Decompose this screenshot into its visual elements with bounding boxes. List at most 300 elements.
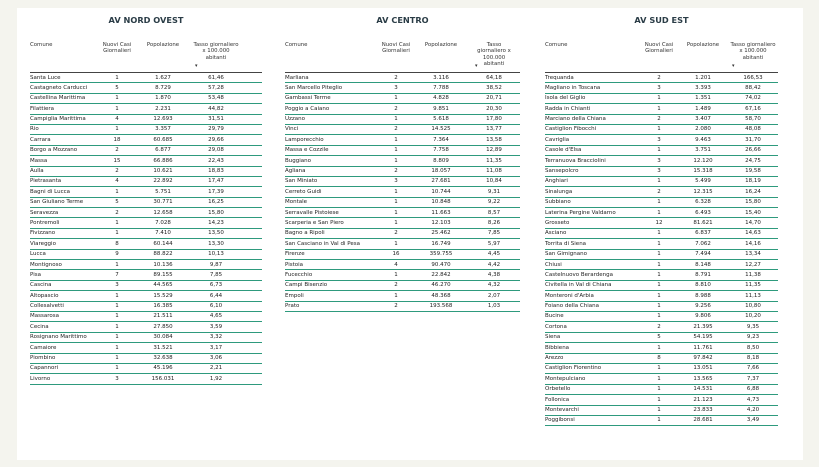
cell-popolazione: 3.751	[695, 147, 711, 154]
cell-nuovi-casi: 1	[657, 375, 661, 382]
table-row	[285, 177, 520, 187]
cell-popolazione: 46.270	[431, 282, 451, 289]
cell-popolazione: 12.658	[153, 209, 173, 216]
table-row	[285, 260, 520, 270]
cell-comune: Cascina	[30, 282, 52, 289]
cell-tasso: 14,63	[745, 230, 761, 237]
cell-popolazione: 81.621	[693, 219, 713, 226]
cell-tasso: 3,49	[746, 417, 760, 424]
table-row	[545, 187, 778, 197]
cell-nuovi-casi: 1	[657, 365, 661, 372]
table-row	[285, 281, 520, 291]
table-row	[545, 364, 778, 374]
cell-comune: Sansepolcro	[545, 168, 579, 175]
header-popolazione[interactable]: Popolazione	[686, 42, 720, 48]
table-row	[285, 291, 520, 301]
cell-nuovi-casi: 1	[394, 209, 398, 216]
cell-comune: Scarperia e San Piero	[285, 219, 344, 226]
cell-tasso: 24,75	[745, 157, 761, 164]
cell-tasso: 74,02	[745, 95, 761, 102]
cell-nuovi-casi: 8	[657, 355, 661, 362]
table-row	[30, 281, 262, 291]
cell-tasso: 57,28	[208, 84, 224, 91]
cell-nuovi-casi: 15	[113, 157, 121, 164]
cell-nuovi-casi: 1	[115, 219, 119, 226]
cell-comune: Poggibonsi	[545, 417, 575, 424]
cell-nuovi-casi: 2	[657, 116, 661, 123]
cell-tasso: 6,73	[209, 282, 223, 289]
table-row	[30, 302, 262, 312]
cell-comune: Foiano della Chiana	[545, 303, 599, 310]
cell-nuovi-casi: 3	[115, 375, 119, 382]
cell-comune: Laterina Pergine Valdarno	[545, 209, 616, 216]
cell-tasso: 11,13	[745, 292, 761, 299]
cell-tasso: 10,20	[745, 313, 761, 320]
header-tasso[interactable]: Tasso giornaliero x 100.000 abitanti	[193, 42, 239, 61]
cell-popolazione: 25.462	[431, 230, 451, 237]
header-tasso[interactable]: Tasso giornaliero x 100.000 abitanti	[477, 42, 511, 68]
table-row	[285, 83, 520, 93]
table-row	[30, 135, 262, 145]
cell-popolazione: 7.494	[695, 251, 711, 258]
header-comune[interactable]: Comune	[30, 42, 53, 48]
table-row	[545, 229, 778, 239]
cell-comune: Cecina	[30, 323, 49, 330]
cell-popolazione: 97.842	[693, 355, 713, 362]
cell-tasso: 7,37	[746, 375, 760, 382]
cell-comune: San Gimignano	[545, 251, 587, 258]
cell-tasso: 13,77	[486, 126, 502, 133]
cell-comune: Sinalunga	[545, 188, 573, 195]
table-row	[30, 270, 262, 280]
cell-tasso: 8,50	[746, 344, 760, 351]
table-row	[30, 218, 262, 228]
cell-tasso: 7,85	[209, 271, 223, 278]
cell-tasso: 58,70	[745, 116, 761, 123]
cell-nuovi-casi: 1	[115, 355, 119, 362]
cell-popolazione: 22.842	[431, 271, 451, 278]
cell-popolazione: 11.663	[431, 209, 451, 216]
cell-tasso: 6,10	[209, 303, 223, 310]
cell-nuovi-casi: 1	[657, 251, 661, 258]
cell-tasso: 10,13	[208, 251, 224, 258]
cell-tasso: 20,30	[486, 105, 502, 112]
cell-nuovi-casi: 2	[394, 74, 398, 81]
cell-popolazione: 7.364	[433, 136, 449, 143]
page	[17, 8, 803, 460]
table-row	[545, 322, 778, 332]
cell-nuovi-casi: 2	[394, 105, 398, 112]
table-row	[30, 83, 262, 93]
sort-desc-icon[interactable]: ▾	[475, 63, 478, 69]
cell-comune: Anghiari	[545, 178, 568, 185]
cell-tasso: 38,52	[486, 84, 502, 91]
cell-nuovi-casi: 1	[115, 334, 119, 341]
cell-comune: Lucca	[30, 251, 46, 258]
cell-comune: Grosseto	[545, 219, 570, 226]
cell-nuovi-casi: 1	[394, 271, 398, 278]
cell-comune: Poggio a Caiano	[285, 105, 330, 112]
cell-comune: Marciano della Chiana	[545, 116, 606, 123]
cell-comune: Orbetello	[545, 386, 571, 393]
cell-popolazione: 13.565	[693, 375, 713, 382]
cell-popolazione: 60.144	[153, 240, 173, 247]
cell-popolazione: 89.155	[153, 271, 173, 278]
cell-nuovi-casi: 1	[394, 157, 398, 164]
table-row	[285, 218, 520, 228]
cell-nuovi-casi: 2	[657, 323, 661, 330]
table-row	[30, 156, 262, 166]
cell-nuovi-casi: 1	[657, 396, 661, 403]
cell-nuovi-casi: 1	[394, 95, 398, 102]
cell-popolazione: 30.771	[153, 199, 173, 206]
cell-popolazione: 1.201	[695, 74, 711, 81]
cell-comune: Montevarchi	[545, 407, 579, 413]
cell-comune: Borgo a Mozzano	[30, 147, 78, 154]
cell-popolazione: 8.809	[433, 157, 449, 164]
cell-nuovi-casi: 1	[115, 74, 119, 81]
cell-nuovi-casi: 1	[394, 147, 398, 154]
header-comune[interactable]: Comune	[285, 42, 308, 48]
cell-comune: Cortona	[545, 323, 567, 330]
cell-popolazione: 7.758	[433, 147, 449, 154]
cell-nuovi-casi: 2	[394, 282, 398, 289]
table-row	[545, 167, 778, 177]
cell-popolazione: 10.136	[153, 261, 173, 268]
cell-tasso: 3,32	[209, 334, 223, 341]
cell-popolazione: 22.892	[153, 178, 173, 185]
cell-comune: Castelnuovo Berardenga	[545, 271, 614, 278]
cell-comune: Pietrasanta	[30, 178, 62, 185]
cell-tasso: 14,23	[208, 219, 224, 226]
cell-comune: Montale	[285, 199, 308, 206]
table-row	[30, 104, 262, 114]
cell-popolazione: 359.755	[429, 251, 453, 258]
table-row	[30, 146, 262, 156]
table-row	[30, 343, 262, 353]
cell-popolazione: 1.627	[155, 74, 171, 81]
cell-tasso: 29,79	[208, 126, 224, 133]
cell-comune: Asciano	[545, 230, 567, 237]
cell-comune: Magliano in Toscana	[545, 84, 601, 91]
cell-nuovi-casi: 2	[394, 126, 398, 133]
cell-comune: San Casciano in Val di Pesa	[285, 240, 360, 247]
table-row	[545, 104, 778, 114]
table-row	[30, 73, 262, 83]
table-row	[30, 125, 262, 135]
cell-nuovi-casi: 1	[657, 344, 661, 351]
cell-tasso: 1,92	[209, 375, 223, 382]
cell-tasso: 3,59	[209, 323, 223, 330]
cell-comune: Trequanda	[545, 74, 574, 81]
cell-comune: Camaiore	[30, 344, 57, 351]
cell-nuovi-casi: 8	[115, 240, 119, 247]
cell-tasso: 8,18	[746, 355, 760, 362]
table-row	[545, 177, 778, 187]
cell-tasso: 13,34	[745, 251, 761, 258]
cell-popolazione: 30.084	[153, 334, 173, 341]
cell-tasso: 9,87	[209, 261, 223, 268]
cell-tasso: 4,20	[746, 407, 760, 413]
cell-tasso: 16,24	[745, 188, 761, 195]
cell-comune: San Miniato	[285, 178, 318, 185]
cell-popolazione: 5.618	[433, 116, 449, 123]
cell-nuovi-casi: 18	[113, 136, 121, 143]
panel-av-nord-ovest	[30, 8, 262, 385]
cell-tasso: 53,48	[208, 95, 224, 102]
cell-nuovi-casi: 1	[657, 386, 661, 393]
table-row	[285, 302, 520, 312]
table-row	[545, 312, 778, 322]
cell-comune: Marliana	[285, 74, 309, 81]
cell-nuovi-casi: 4	[115, 116, 119, 123]
cell-popolazione: 60.685	[153, 136, 173, 143]
cell-nuovi-casi: 1	[657, 105, 661, 112]
sort-desc-icon[interactable]: ▾	[195, 63, 198, 69]
cell-nuovi-casi: 1	[394, 136, 398, 143]
cell-comune: Castellina Marittima	[30, 95, 86, 102]
header-comune[interactable]: Comune	[545, 42, 568, 48]
cell-tasso: 11,08	[486, 168, 502, 175]
cell-nuovi-casi: 12	[655, 219, 663, 226]
table-row	[30, 208, 262, 218]
cell-nuovi-casi: 1	[115, 261, 119, 268]
cell-tasso: 26,66	[745, 147, 761, 154]
cell-comune: Civitella in Val di Chiana	[545, 282, 612, 289]
cell-nuovi-casi: 3	[394, 84, 398, 91]
cell-popolazione: 7.410	[155, 230, 171, 237]
table-row	[285, 135, 520, 145]
cell-comune: Massarosa	[30, 313, 59, 320]
cell-popolazione: 21.395	[693, 323, 713, 330]
cell-nuovi-casi: 3	[394, 178, 398, 185]
cell-comune: Capannori	[30, 365, 59, 372]
cell-popolazione: 88.822	[153, 251, 173, 258]
cell-comune: Castiglion Fibocchi	[545, 126, 597, 133]
cell-tasso: 7,85	[487, 230, 501, 237]
table-row	[285, 146, 520, 156]
cell-comune: Torrita di Siena	[545, 240, 587, 247]
cell-comune: Carrara	[30, 136, 51, 143]
cell-popolazione: 12.315	[693, 188, 713, 195]
cell-tasso: 10,84	[486, 178, 502, 185]
cell-nuovi-casi: 1	[115, 323, 119, 330]
sort-desc-icon[interactable]: ▾	[732, 63, 735, 69]
table-row	[30, 354, 262, 364]
cell-popolazione: 8.148	[695, 261, 711, 268]
cell-tasso: 13,50	[208, 230, 224, 237]
cell-tasso: 1,03	[487, 303, 501, 310]
cell-nuovi-casi: 1	[115, 292, 119, 299]
cell-comune: Fucecchio	[285, 271, 313, 278]
cell-nuovi-casi: 3	[657, 157, 661, 164]
cell-popolazione: 156.031	[151, 375, 175, 382]
cell-tasso: 6,88	[746, 386, 760, 393]
cell-nuovi-casi: 1	[657, 282, 661, 289]
cell-nuovi-casi: 3	[657, 84, 661, 91]
cell-popolazione: 6.493	[695, 209, 711, 216]
table-row	[545, 239, 778, 249]
cell-nuovi-casi: 2	[394, 230, 398, 237]
table-row	[285, 250, 520, 260]
cell-popolazione: 2.080	[695, 126, 711, 133]
header-popolazione[interactable]: Popolazione	[146, 42, 180, 48]
cell-popolazione: 3.357	[155, 126, 171, 133]
table-row	[30, 239, 262, 249]
cell-popolazione: 12.120	[693, 157, 713, 164]
cell-comune: Montignoso	[30, 261, 62, 268]
cell-popolazione: 9.806	[695, 313, 711, 320]
cell-popolazione: 6.837	[695, 230, 711, 237]
cell-comune: Terranuova Bracciolini	[545, 157, 606, 164]
cell-nuovi-casi: 4	[115, 178, 119, 185]
table-row	[545, 73, 778, 83]
table-row	[545, 281, 778, 291]
cell-popolazione: 9.463	[695, 136, 711, 143]
cell-tasso: 8,57	[487, 209, 501, 216]
table-row	[285, 156, 520, 166]
cell-tasso: 17,80	[486, 116, 502, 123]
cell-nuovi-casi: 1	[657, 126, 661, 133]
cell-tasso: 4,45	[487, 251, 501, 258]
cell-nuovi-casi: 1	[115, 313, 119, 320]
table-row	[30, 374, 262, 384]
cell-popolazione: 14.525	[431, 126, 451, 133]
header-nuovi-casi[interactable]: Nuovi Casi Giornalieri	[102, 42, 132, 55]
cell-tasso: 18,19	[745, 178, 761, 185]
panel-title: AV NORD OVEST	[108, 15, 184, 25]
cell-comune: Massa	[30, 157, 48, 164]
table-row	[285, 187, 520, 197]
table-row	[30, 94, 262, 104]
cell-comune: Massa e Cozzile	[285, 147, 329, 154]
cell-tasso: 15,80	[745, 199, 761, 206]
cell-comune: Livorno	[30, 375, 51, 382]
cell-tasso: 31,51	[208, 116, 224, 123]
cell-popolazione: 10.621	[153, 168, 173, 175]
cell-nuovi-casi: 3	[657, 168, 661, 175]
cell-popolazione: 5.751	[155, 188, 171, 195]
table-row	[285, 239, 520, 249]
header-tasso[interactable]: Tasso giornaliero x 100.000 abitanti	[730, 42, 776, 61]
header-nuovi-casi[interactable]: Nuovi Casi Giornalieri	[381, 42, 411, 55]
cell-tasso: 16,25	[208, 199, 224, 206]
cell-comune: Uzzano	[285, 116, 306, 123]
cell-comune: Rio	[30, 126, 39, 133]
cell-popolazione: 48.368	[431, 292, 451, 299]
cell-popolazione: 54.195	[693, 334, 713, 341]
cell-tasso: 10,80	[745, 303, 761, 310]
cell-comune: Castiglion Fiorentino	[545, 365, 602, 372]
cell-popolazione: 1.870	[155, 95, 171, 102]
cell-comune: Altopascio	[30, 292, 59, 299]
cell-comune: Collesalvetti	[30, 303, 64, 310]
cell-comune: Bucine	[545, 313, 564, 320]
cell-nuovi-casi: 5	[657, 334, 661, 341]
cell-popolazione: 23.833	[693, 407, 713, 413]
cell-nuovi-casi: 9	[115, 251, 119, 258]
cell-popolazione: 6.328	[695, 199, 711, 206]
cell-tasso: 7,66	[746, 365, 760, 372]
table-row	[30, 177, 262, 187]
cell-comune: Buggiano	[285, 157, 311, 164]
cell-popolazione: 3.407	[695, 116, 711, 123]
cell-popolazione: 31.521	[153, 344, 173, 351]
table-header	[285, 30, 520, 72]
cell-tasso: 29,66	[208, 136, 224, 143]
cell-popolazione: 9.851	[433, 105, 449, 112]
cell-nuovi-casi: 1	[394, 240, 398, 247]
cell-popolazione: 193.568	[429, 303, 453, 310]
table-row	[545, 395, 778, 405]
cell-tasso: 2,21	[209, 365, 223, 372]
table-row	[545, 374, 778, 384]
cell-tasso: 4,42	[487, 261, 501, 268]
cell-tasso: 4,38	[487, 271, 501, 278]
cell-popolazione: 15.529	[153, 292, 173, 299]
cell-tasso: 44,82	[208, 105, 224, 112]
cell-popolazione: 7.028	[155, 219, 171, 226]
table-row	[545, 83, 778, 93]
cell-comune: Filattiera	[30, 105, 55, 112]
cell-nuovi-casi: 1	[394, 199, 398, 206]
cell-nuovi-casi: 3	[657, 136, 661, 143]
cell-popolazione: 3.393	[695, 84, 711, 91]
table-row	[545, 146, 778, 156]
cell-comune: Pisa	[30, 271, 41, 278]
cell-nuovi-casi: 3	[115, 282, 119, 289]
cell-popolazione: 45.196	[153, 365, 173, 372]
cell-popolazione: 66.886	[153, 157, 173, 164]
cell-popolazione: 16.385	[153, 303, 173, 310]
cell-comune: Cerreto Guidi	[285, 188, 322, 195]
header-nuovi-casi[interactable]: Nuovi Casi Giornalieri	[644, 42, 674, 55]
cell-popolazione: 3.116	[433, 74, 449, 81]
cell-tasso: 3,17	[209, 344, 223, 351]
table-row	[30, 250, 262, 260]
cell-tasso: 19,58	[745, 168, 761, 175]
cell-tasso: 4,32	[487, 282, 501, 289]
cell-nuovi-casi: 2	[115, 147, 119, 154]
cell-tasso: 15,80	[208, 209, 224, 216]
cell-comune: Follonica	[545, 396, 570, 403]
cell-comune: Serravalle Pistoiese	[285, 209, 339, 216]
panel-title: AV SUD EST	[634, 15, 689, 25]
cell-comune: Aulla	[30, 168, 44, 175]
cell-popolazione: 18.057	[431, 168, 451, 175]
cell-comune: Bagni di Lucca	[30, 188, 71, 195]
cell-tasso: 4,73	[746, 396, 760, 403]
cell-popolazione: 16.749	[431, 240, 451, 247]
header-popolazione[interactable]: Popolazione	[424, 42, 458, 48]
cell-popolazione: 7.788	[433, 84, 449, 91]
cell-popolazione: 27.681	[431, 178, 451, 185]
panel-av-sud-est	[545, 8, 778, 426]
cell-tasso: 88,42	[745, 84, 761, 91]
cell-popolazione: 27.850	[153, 323, 173, 330]
cell-popolazione: 21.511	[153, 313, 173, 320]
cell-tasso: 9,23	[746, 334, 760, 341]
panel-title: AV CENTRO	[376, 15, 429, 25]
cell-tasso: 14,70	[745, 219, 761, 226]
cell-nuovi-casi: 2	[657, 188, 661, 195]
cell-tasso: 64,18	[486, 74, 502, 81]
cell-comune: Isola del Giglio	[545, 95, 586, 102]
cell-comune: Prato	[285, 303, 300, 310]
table-row	[545, 333, 778, 343]
cell-nuovi-casi: 2	[394, 303, 398, 310]
cell-comune: Radda in Chianti	[545, 105, 591, 112]
